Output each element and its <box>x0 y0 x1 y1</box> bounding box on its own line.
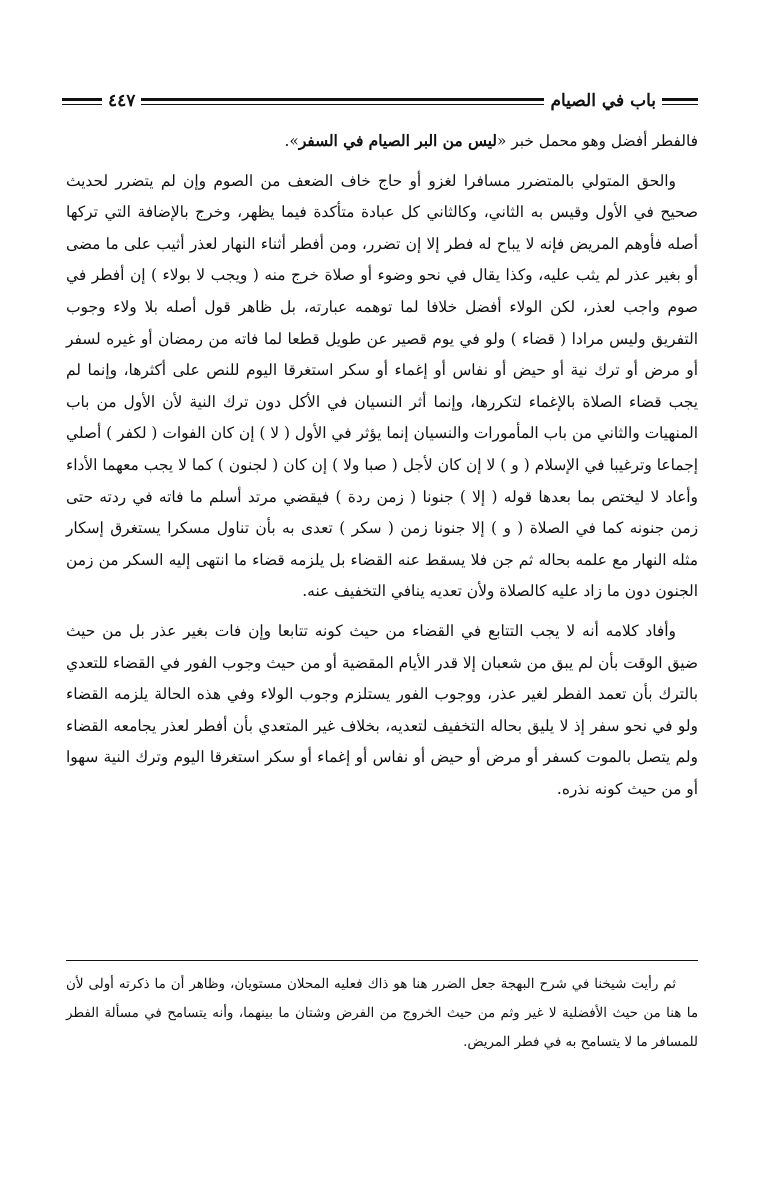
running-header <box>62 88 698 114</box>
main-text <box>66 126 698 813</box>
chapter-title: باب في الصيام <box>550 91 656 111</box>
header-rule-middle <box>141 98 544 105</box>
paragraph-2: والحق المتولي بالمتضرر مسافرا لغزو أو حاج خاف الضعف من الصوم وإن لم يتضرر لحديث صحيح في الأول وقيس به الثاني، وكالثاني كل عبادة متأكدة فيما يظهر، وخرج بالإضافة التي تركها أصله فأوهم المريض فإنه لا يباح له فطر إلا إن تضرر، ومن أفطر أثناء النهار لعذر أثيب على ما مضى أو بغير عذر لم يثب عليه، وكذا يقال في نحو وضوء أو صلاة خرج منه ( ويجب لا بولاء ) إن أفطر في صوم واجب لعذر، لكن الولاء أفضل خلافا لما توهمه عبارته، بل ظاهر قول أصله بلا ولاء وجوب التفريق وليس مرادا ( قضاء ) ولو في يوم قصير عن طويل قطعا لما فاته من رمضان أو غيره لسفر أو مرض أو ترك نية أو حيض أو نفاس أو إغماء أو سكر استغرقا اليوم للنص على أكثرها، وإنما لم يجب قضاء الصلاة بالإغماء لتكررها، وإنما أثر النسيان في الأكل دون ترك النية لأن الأول من باب المنهيات والثاني من باب المأمورات والنسيان إنما يؤثر في الأول ( لا ) إن كان الفوات ( لكفر ) أصلي إجماعا وترغيبا في الإسلام ( و ) لا إن كان لأجل ( صبا ولا ) إن كان ( لجنون ) كما لا يجب معهما الأداء وأعاد لا ليختص بما بعدها قوله ( إلا ) جنونا ( زمن ردة ) فيقضي مرتد أسلم ما فاته في ردته حتى زمن جنونه كما في الصلاة ( و ) إلا جنونا زمن ( سكر ) تعدى به بأن تناول مسكرا يستغرق إسكار مثله النهار مع علمه بحاله ثم جن فلا يسقط عنه القضاء بل يلزمه قضاء ما انتهى إليه السكر من زمن الجنون دون ما زاد عليه كالصلاة ولأن تعديه ينافي التخفيف عنه. <box>66 171 698 601</box>
paragraph-3: وأفاد كلامه أنه لا يجب التتابع في القضاء من حيث كونه تتابعا وإن فات بغير عذر بل من حيث ضيق الوقت بأن لم يبق من شعبان إلا قدر الأيام المقضية أو من حيث وجوب الفور في القضاء للتعدي بالترك بأن تعمد الفطر لغير عذر، ووجوب الفور يستلزم وجوب الولاء وفي هذه الحالة يلزمه القضاء ولو في نحو سفر إذ لا يليق بحاله التخفيف لتعديه، بخلاف غير المتعدي بأن أفطر لعذر يجامعه القضاء ولم يتصل بالموت كسفر أو مرض أو حيض أو نفاس أو إغماء أو سكر استغرقا اليوم وترك النية سهوا أو من حيث كونه نذره. <box>66 621 698 798</box>
header-rule-right <box>662 98 698 105</box>
footnote-text: ثم رأيت شيخنا في شرح البهجة جعل الضرر هنا هو ذاك فعليه المحلان مستويان، وظاهر أن ما ذكرته أولى لأن ما هنا من حيث الأفضلية لا غير وثم من حيث الخروج من الفرض وشتان ما بينهما، وأنه يتسامح في مسألة الفطر للمسافر ما لا يتسامح به في فطر المريض. <box>66 977 698 1050</box>
hadith-quote: ليس من البر الصيام في السفر <box>298 132 497 150</box>
header-rule-left <box>62 98 102 105</box>
footnote-separator <box>66 960 698 961</box>
paragraph-1: فالفطر أفضل وهو محمل خبر «ليس من البر الصيام في السفر». <box>284 132 698 150</box>
footnote <box>66 970 698 1057</box>
page-number: ٤٤٧ <box>108 91 136 111</box>
